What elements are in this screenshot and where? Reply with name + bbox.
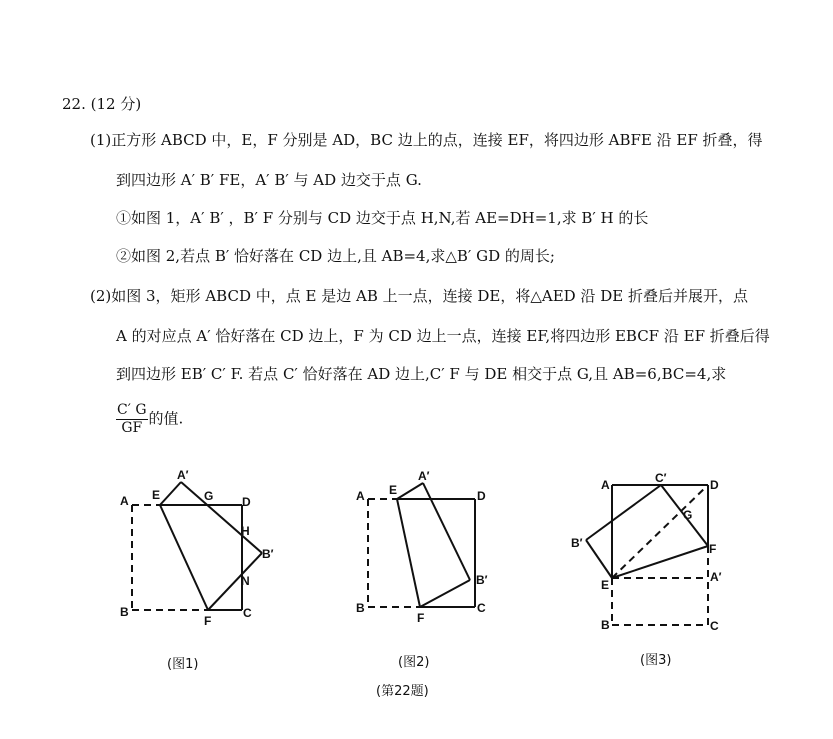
- fig3-label-a: A: [601, 478, 610, 492]
- fig1-label-e: E: [152, 488, 161, 502]
- fig3-label-e: E: [601, 578, 610, 592]
- fig2-side-b2f: [420, 580, 470, 607]
- fig2-label-d: D: [477, 489, 486, 503]
- fig3-label-f: F: [709, 542, 717, 556]
- fig2-side-a2b2: [423, 483, 470, 580]
- fraction-numerator: C′ G: [117, 402, 147, 418]
- part1-subquestion-1: ①如图 1，A′ B′ ，B′ F 分别与 CD 边交于点 H,N,若 AE=DH=1,求 B′ H 的长: [116, 209, 649, 227]
- fig2-label-a: A: [356, 489, 365, 503]
- fig3-side-b2c2: [586, 485, 661, 540]
- fig1-side-a2b2: [181, 482, 262, 553]
- fig3-label-b: B: [601, 618, 610, 632]
- part2-line2: A 的对应点 A′ 恰好落在 CD 边上，F 为 CD 边上一点，连接 EF,将四边形 EBCF 沿 EF 折叠后得: [116, 327, 770, 345]
- fig1-label-c: C: [243, 606, 252, 620]
- fig2-label-b-prime: B′: [476, 573, 488, 587]
- fig2-label-b: B: [356, 601, 365, 615]
- fig1-label-h: H: [241, 524, 250, 538]
- fig1-label-a-prime: A′: [177, 468, 189, 482]
- fig3-fold-ef: [612, 546, 708, 578]
- part2-line4-tail: 的值.: [148, 409, 184, 428]
- fig1-side-b2f: [208, 553, 262, 610]
- fig2-label-e: E: [389, 483, 398, 497]
- fig2-fold-ef: [397, 499, 420, 607]
- part1-line2: 到四边形 A′ B′ FE，A′ B′ 与 AD 边交于点 G.: [116, 171, 422, 189]
- part1-line1: (1)正方形 ABCD 中，E，F 分别是 AD，BC 边上的点，连接 EF，将四边形 ABFE 沿 EF 折叠，得: [90, 131, 763, 149]
- figure-2-caption: (图2): [398, 655, 430, 670]
- figure-2: [368, 483, 475, 607]
- question-number: 22. (12 分): [62, 95, 142, 113]
- figure-3-caption: (图3): [640, 653, 672, 668]
- fig1-label-b-prime: B′: [262, 547, 274, 561]
- fig3-side-eb2: [586, 540, 612, 578]
- fig3-label-g: G: [683, 508, 693, 522]
- part2-line3: 到四边形 EB′ C′ F. 若点 C′ 恰好落在 AD 边上,C′ F 与 DE 相交于点 G,且 AB=6,BC=4,求: [116, 365, 727, 383]
- part1-subquestion-2: ②如图 2,若点 B′ 恰好落在 CD 边上,且 AB=4,求△B′ GD 的周长;: [116, 247, 555, 265]
- figure-1-caption: (图1): [167, 657, 199, 672]
- fig2-side-ea2: [397, 483, 423, 499]
- fig1-label-d: D: [242, 495, 251, 509]
- fig1-label-f: F: [204, 614, 212, 628]
- question-caption: (第22题): [376, 684, 429, 699]
- fraction-denominator: GF: [121, 420, 143, 436]
- part2-line1: (2)如图 3，矩形 ABCD 中，点 E 是边 AB 上一点，连接 DE，将△AED 沿 DE 折叠后并展开，点: [90, 287, 748, 305]
- fig1-label-g: G: [204, 489, 214, 503]
- fig1-label-n: N: [241, 574, 250, 588]
- fig3-label-d: D: [710, 478, 719, 492]
- fig3-label-b-prime: B′: [571, 536, 583, 550]
- fig1-label-a: A: [120, 494, 129, 508]
- fig1-fold-ef: [160, 505, 208, 610]
- fig1-label-b: B: [120, 605, 129, 619]
- fig3-label-a-prime: A′: [710, 570, 722, 584]
- fig1-side-ea2: [160, 482, 181, 505]
- fig2-label-f: F: [417, 611, 425, 625]
- fig3-dashed-ed: [612, 485, 708, 578]
- fig2-label-c: C: [477, 601, 486, 615]
- figure-3: [586, 485, 708, 625]
- fig2-label-a-prime: A′: [418, 469, 430, 483]
- fig3-label-c: C: [710, 619, 719, 633]
- fig3-label-c-prime: C′: [655, 471, 667, 485]
